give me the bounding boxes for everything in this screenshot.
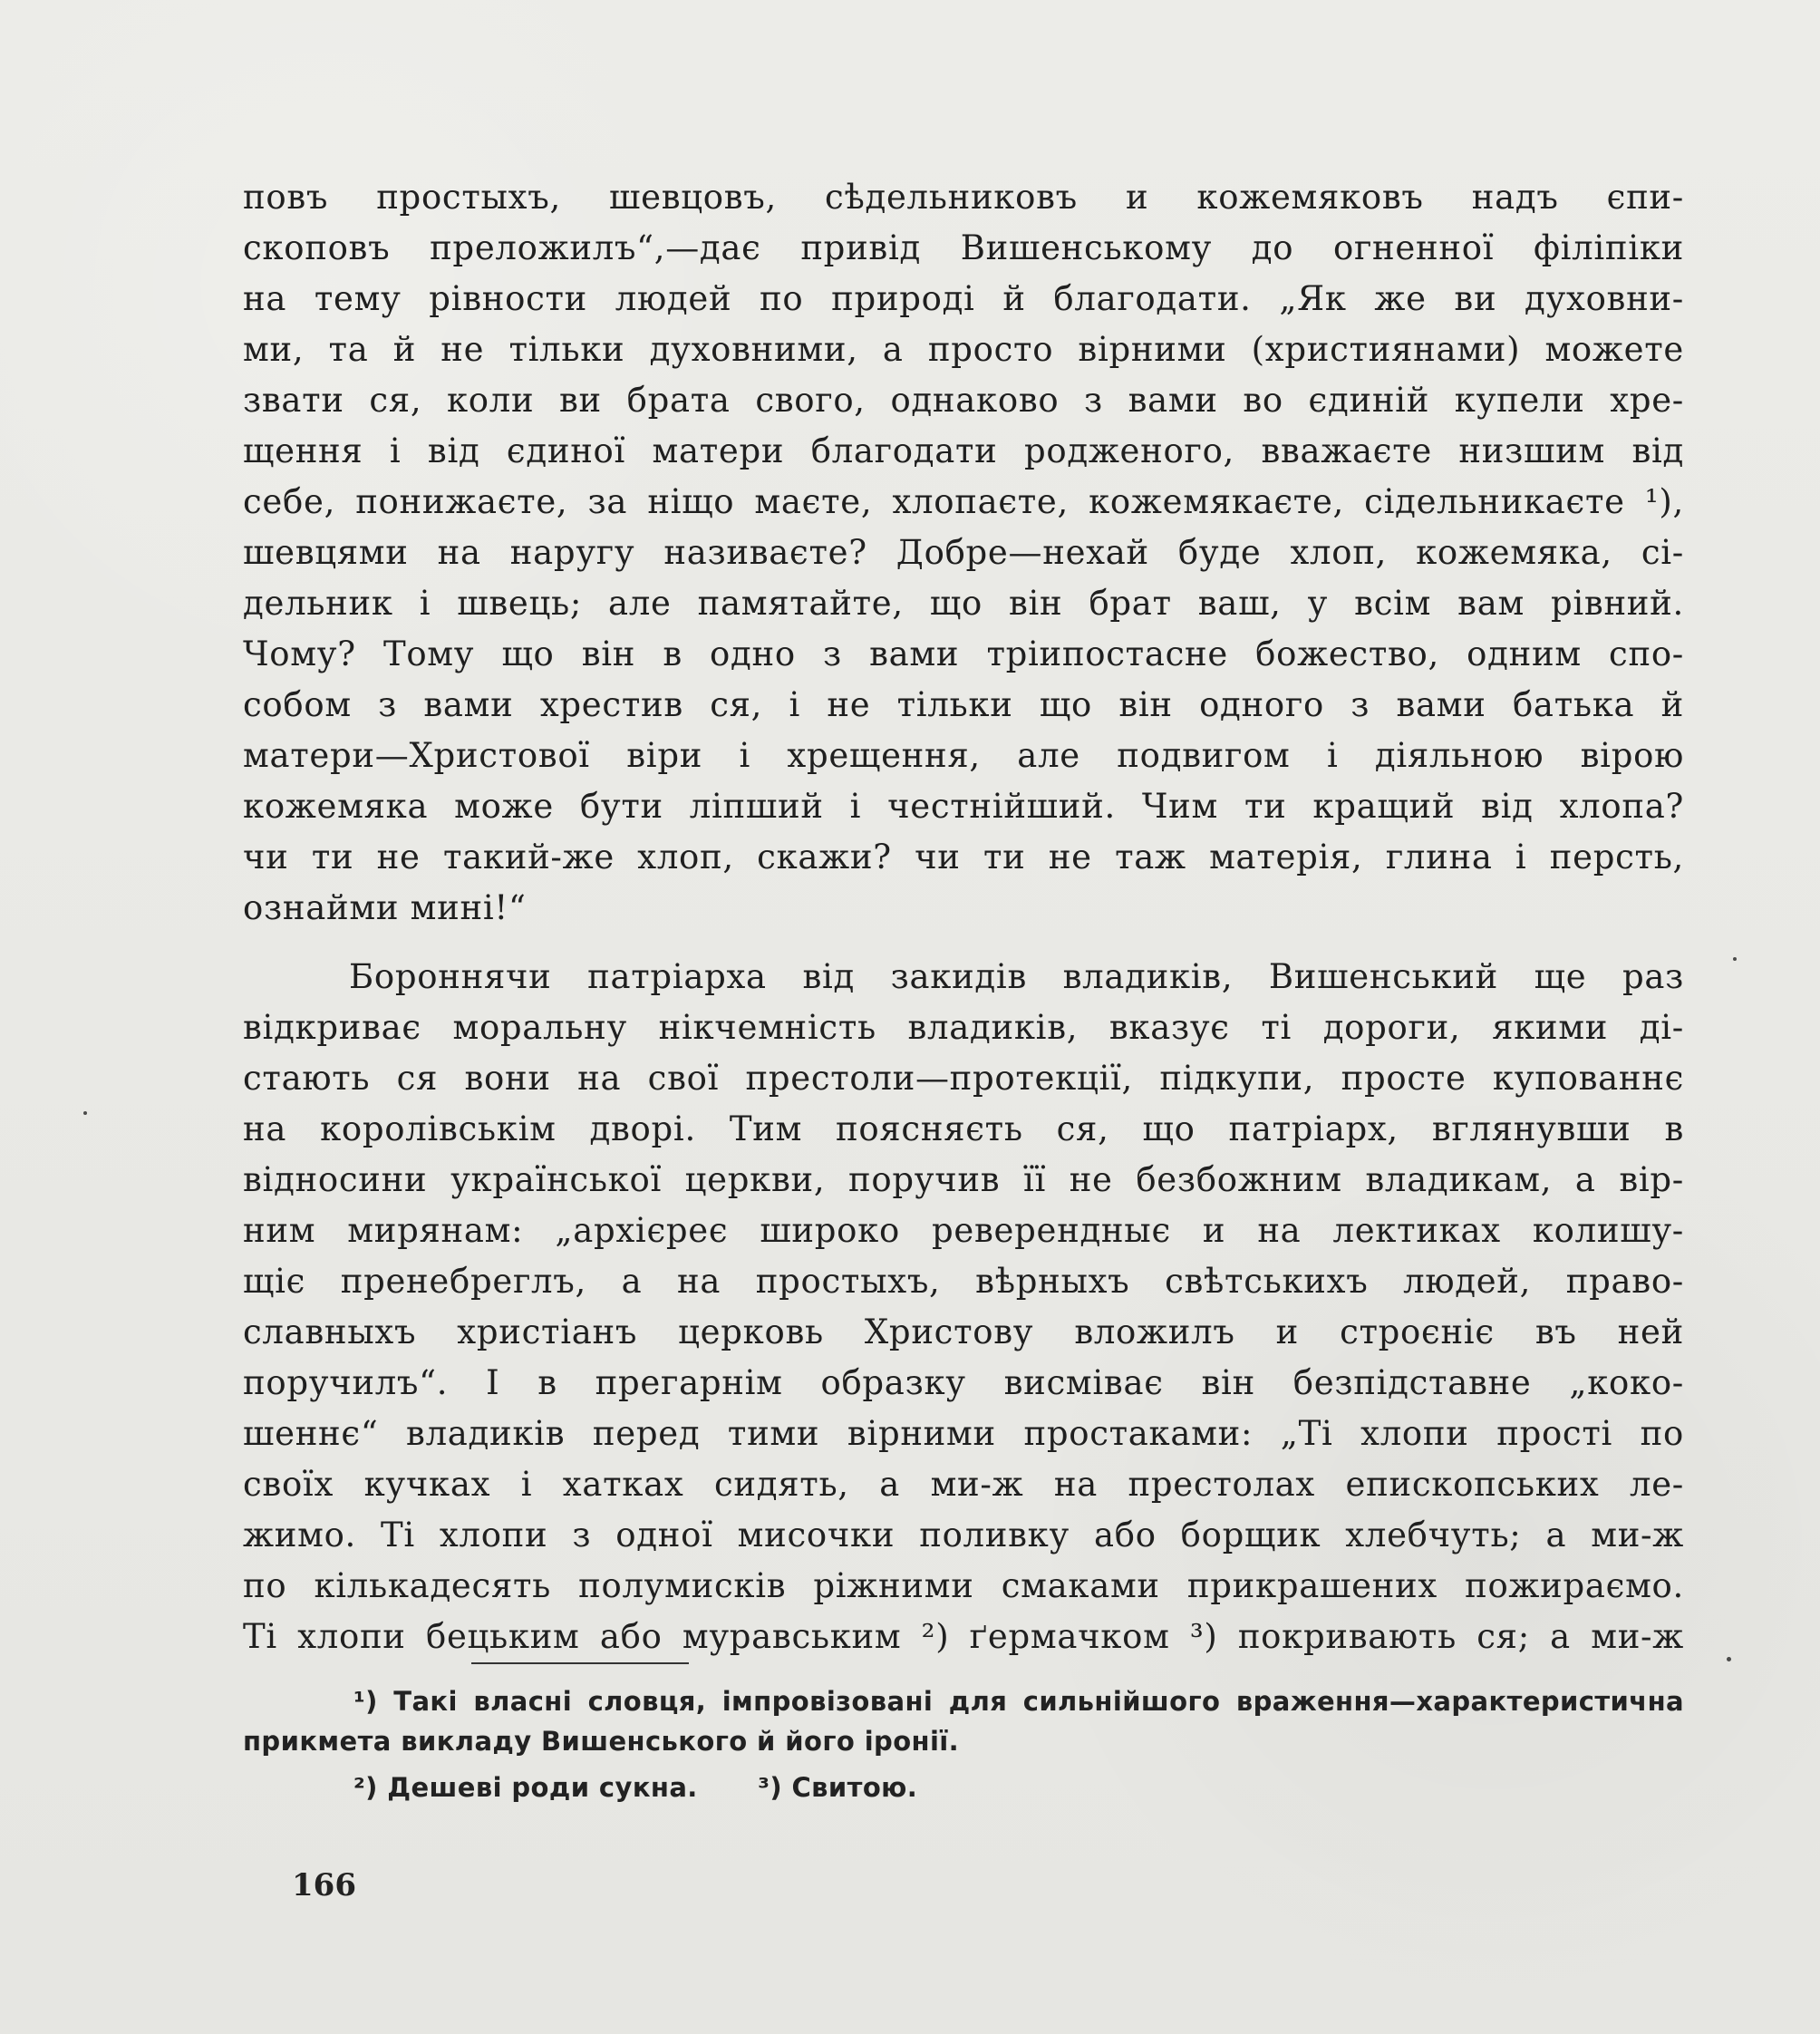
text-line: поручилъ“. І в прегарнім образку висміває він безпідставне „коко- <box>243 1363 1684 1402</box>
text-line: на королівськім дворі. Тим поясняєть ся, що патріарх, вглянувши в <box>243 1109 1684 1148</box>
text-line: на тему рівности людей по природі й благодати. „Як же ви духовни- <box>243 279 1684 318</box>
text-line: щення і від єдиної матери благодати родженого, вважаєте низшим від <box>243 431 1684 470</box>
footnote-separator <box>471 1662 689 1664</box>
footnote-gap <box>243 1761 1684 1768</box>
text-line: кожемяка може бути ліпший і честнійший. Чим ти кращий від хлопа? <box>243 787 1684 826</box>
text-line: скоповъ преложилъ“,—дає привід Вишенському до огненної філіпіки <box>243 228 1684 267</box>
footnote-3: ³) Свитою. <box>758 1772 918 1803</box>
page-number: 166 <box>292 1867 356 1903</box>
paragraph-gap <box>243 934 1684 952</box>
text-line: відкриває моральну нікчемність владиків, вказує ті дороги, якими ді- <box>243 1008 1684 1047</box>
ink-speck <box>1733 957 1737 961</box>
text-line: ним мирянам: „архієреє широко реверендныє и на лектиках колишу- <box>243 1211 1684 1250</box>
text-line: чи ти не такий-же хлоп, скажи? чи ти не таж матерія, глина і персть, <box>243 838 1684 877</box>
text-line: звати ся, коли ви брата свого, однаково з вами во єдиній купели хре- <box>243 381 1684 420</box>
text-line: по кількадесять полумисків ріжними смаками прикрашених пожираємо. <box>243 1566 1684 1605</box>
text-line: Чому? Тому що він в одно з вами тріипостасне божество, одним спо- <box>243 634 1684 673</box>
text-line: щіє пренебреглъ, а на простыхъ, вѣрныхъ свѣтськихъ людей, право- <box>243 1262 1684 1301</box>
text-line: своїх кучках і хатках сидять, а ми-ж на престолах епископських ле- <box>243 1465 1684 1504</box>
text-line: дельник і швець; але памятайте, що він брат ваш, у всім вам рівний. <box>243 584 1684 623</box>
text-line: матери—Христової віри і хрещення, але подвигом і діяльною вірою <box>243 736 1684 775</box>
footnote-1-line-2: прикмета викладу Вишенського й його іронії. <box>243 1726 960 1757</box>
footnotes <box>243 1681 1684 1807</box>
text-line: шеннє“ владиків перед тими вірними простаками: „Ті хлопи прості по <box>243 1414 1684 1453</box>
footnote-row <box>243 1768 1684 1807</box>
text-line: відносини української церкви, поручив її не безбожним владикам, а вір- <box>243 1160 1684 1199</box>
text-line: ознайми мині!“ <box>243 888 527 927</box>
text-line: славныхъ христіанъ церковь Христову вложилъ и строєніє въ ней <box>243 1312 1684 1351</box>
footnote-1-line-1: ¹) Такі власні словця, імпровізовані для сильнійшого враження—характеристична <box>353 1686 1684 1717</box>
text-line: себе, понижаєте, за ніщо маєте, хлопаєте, кожемякаєте, сідельникаєте ¹), <box>243 482 1684 521</box>
ink-speck <box>1727 1657 1731 1661</box>
footnote-2: ²) Дешеві роди сукна. <box>353 1772 698 1803</box>
text-line: собом з вами хрестив ся, і не тільки що він одного з вами батька й <box>243 685 1684 724</box>
ink-speck <box>83 1111 87 1115</box>
text-line: Бороннячи патріарха від закидів владиків, Вишенський ще раз <box>349 957 1684 996</box>
text-line: повъ простыхъ, шевцовъ, сѣдельниковъ и кожемяковъ надъ єпи- <box>243 178 1684 217</box>
text-line: Ті хлопи бецьким або муравським ²) ґермачком ³) покривають ся; а ми-ж <box>243 1617 1684 1656</box>
text-line: шевцями на наругу називаєте? Добре—нехай буде хлоп, кожемяка, сі- <box>243 533 1684 572</box>
text-line: жимо. Ті хлопи з одної мисочки поливку або борщик хлебчуть; а ми-ж <box>243 1516 1684 1555</box>
text-line: стають ся вони на свої престоли—протекції, підкупи, просте купованнє <box>243 1059 1684 1098</box>
main-text <box>243 172 1684 1662</box>
text-line: ми, та й не тільки духовними, а просто вірними (християнами) можете <box>243 330 1684 369</box>
